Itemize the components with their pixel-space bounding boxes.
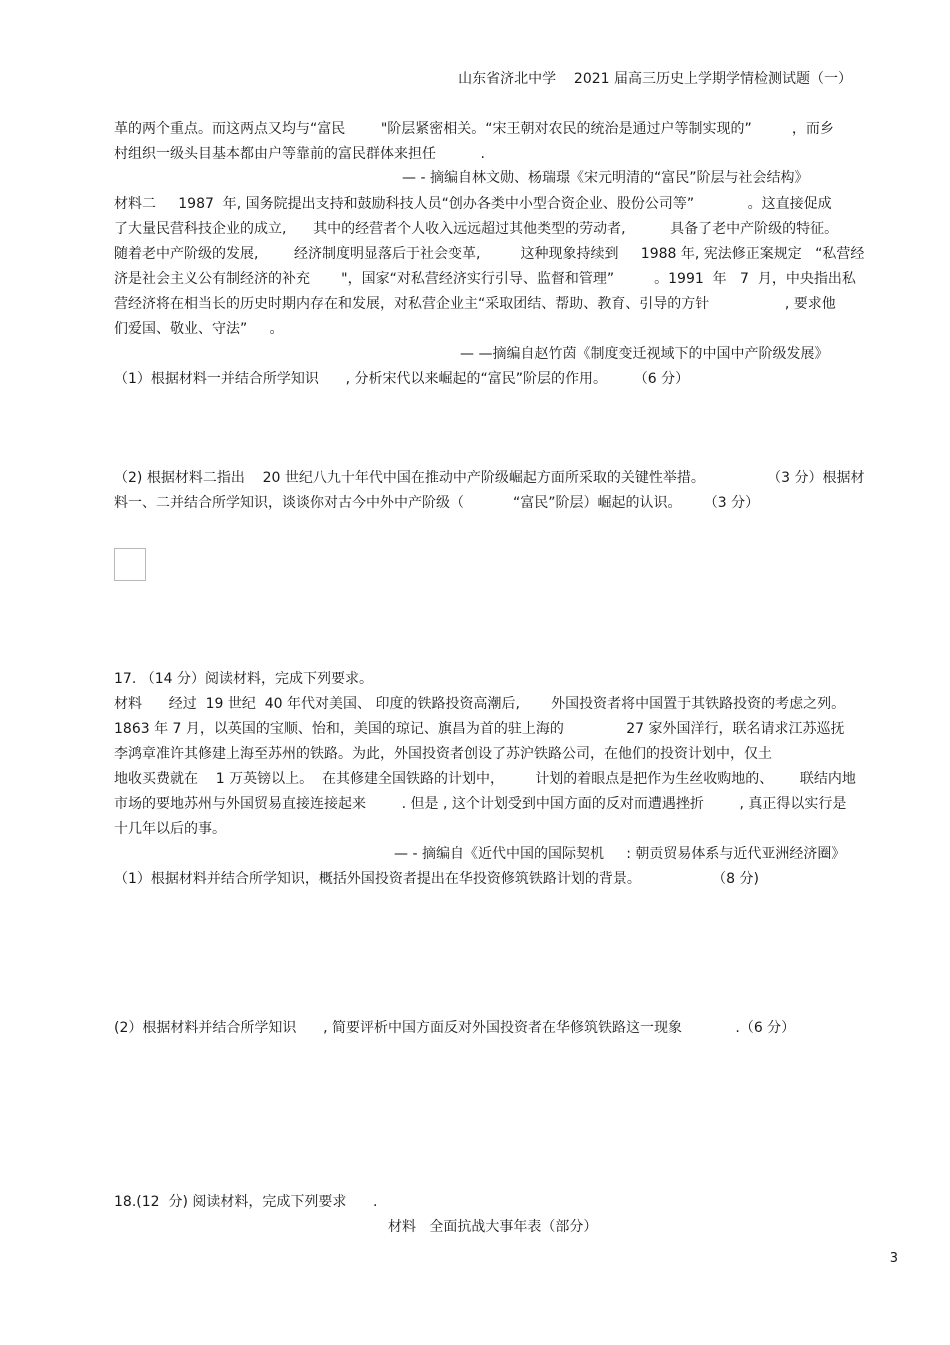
text-line: 材料 经过 19 世纪 40 年代对美国、 印度的铁路投资高潮后, 外国投资者将中国置于其铁路投资的考虑之列。	[114, 696, 846, 712]
text-line: 营经济将在相当长的历史时期内存在和发展，对私营企业主“采取团结、帮助、教育、引导的方针 , 要求他	[114, 296, 836, 312]
text-line: 十几年以后的事。	[114, 821, 226, 837]
page-number: 3	[889, 1251, 898, 1266]
question-18-title: 18.(12 分) 阅读材料，完成下列要求 .	[114, 1194, 378, 1210]
source-citation: — - 摘编自《近代中国的国际契机 : 朝贡贸易体系与近代亚洲经济圈》	[394, 846, 846, 862]
text-line: 市场的要地苏州与外国贸易直接连接起来 . 但是 , 这个计划受到中国方面的反对而遭遇挫折 , 真正得以实行是	[114, 796, 847, 812]
question-16-2-cont: 料一、二并结合所学知识，谈谈你对古今中外中产阶级（ “富民”阶层）崛起的认识。 （3 分）	[114, 495, 760, 511]
material-caption: 材料 全面抗战大事年表（部分）	[388, 1219, 598, 1235]
text-line: 李鸿章准许其修建上海至苏州的铁路。为此，外国投资者创设了苏沪铁路公司，在他们的投资计划中，仅土	[114, 746, 772, 762]
text-line: 革的两个重点。而这两点又均与“富民 "阶层紧密相关。“宋王朝对农民的统治是通过户等制实现的” ，而乡	[114, 121, 834, 137]
text-line: 材料二 1987 年, 国务院提出支持和鼓励科技人员“创办各类中小型合资企业、股份公司等” 。这直接促成	[114, 196, 832, 212]
question-16-1: （1）根据材料一并结合所学知识 , 分析宋代以来崛起的“富民”阶层的作用。 （6 分）	[114, 371, 690, 387]
question-17-1: （1）根据材料并结合所学知识，概括外国投资者提出在华投资修筑铁路计划的背景。 （8 分)	[114, 871, 759, 887]
source-citation: — —摘编自赵竹茵《制度变迁视域下的中国中产阶级发展》	[460, 346, 829, 362]
page-header: 山东省济北中学 2021 届高三历史上学期学情检测试题（一）	[458, 71, 852, 87]
text-line: 济是社会主义公有制经济的补充 "，国家“对私营经济实行引导、监督和管理” 。1991 年 7 月，中央指出私	[114, 271, 856, 287]
blank-box	[114, 548, 146, 581]
text-line: 们爱国、敬业、守法” 。	[114, 321, 284, 337]
question-17-title: 17. （14 分）阅读材料，完成下列要求。	[114, 671, 373, 687]
question-16-2: （2) 根据材料二指出 20 世纪八九十年代中国在推动中产阶级崛起方面所采取的关键性举措。 （3 分）根据材	[114, 470, 865, 486]
text-line: 村组织一级头目基本都由户等靠前的富民群体来担任 .	[114, 146, 485, 162]
question-17-2: (2）根据材料并结合所学知识 , 简要评析中国方面反对外国投资者在华修筑铁路这一现象 .（6 分）	[114, 1020, 796, 1036]
source-citation: — - 摘编自林文勋、杨瑞璟《宋元明清的“富民”阶层与社会结构》	[402, 170, 809, 186]
text-line: 随着老中产阶级的发展, 经济制度明显落后于社会变革, 这种现象持续到 1988 年, 宪法修正案规定 “私营经	[114, 246, 865, 262]
text-line: 了大量民营科技企业的成立, 其中的经营者个人收入远远超过其他类型的劳动者, 具备了老中产阶级的特征。	[114, 221, 839, 237]
text-line: 地收买费就在 1 万英镑以上。 在其修建全国铁路的计划中， 计划的着眼点是把作为生丝收购地的、 联结内地	[114, 771, 856, 787]
text-line: 1863 年 7 月，以英国的宝顺、怡和，美国的琼记、旗昌为首的驻上海的 27 家外国洋行，联名请求江苏巡抚	[114, 721, 845, 737]
